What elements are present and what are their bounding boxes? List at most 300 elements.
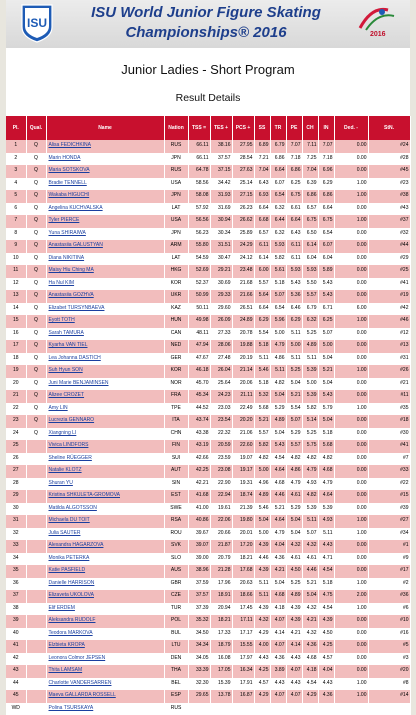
- table-cell: 4.29: [254, 690, 270, 703]
- table-row: [6, 340, 410, 353]
- skater-name-link[interactable]: Anastasiia GALUSTYAN: [46, 240, 164, 253]
- table-cell: 6.11: [286, 253, 302, 266]
- table-cell: 22.32: [210, 428, 232, 441]
- table-cell: 32.30: [188, 678, 210, 691]
- table-cell: 29.60: [210, 303, 232, 316]
- table-cell: 31.69: [210, 203, 232, 216]
- isu-logo-icon: [20, 3, 54, 43]
- skater-name-link[interactable]: Maisy Hiu Ching MA: [46, 265, 164, 278]
- table-cell: 0.00: [334, 253, 368, 266]
- table-cell: JPN: [164, 190, 188, 203]
- table-cell: 31: [6, 515, 26, 528]
- table-cell: 18.91: [210, 590, 232, 603]
- table-cell: EST: [164, 490, 188, 503]
- results-subtitle: Result Details: [6, 92, 410, 104]
- table-cell: 4.86: [270, 353, 286, 366]
- table-cell: 1.00: [334, 365, 368, 378]
- table-cell: 4.79: [270, 528, 286, 541]
- table-cell: 9: [6, 240, 26, 253]
- skater-icon: [352, 4, 400, 34]
- skater-name-link[interactable]: Angelina KUCHVALSKA: [46, 203, 164, 216]
- table-cell: 6.54: [270, 190, 286, 203]
- table-cell: 42: [6, 653, 26, 666]
- column-header: PE: [286, 116, 302, 140]
- table-cell: 48.11: [188, 328, 210, 341]
- table-cell: 1.00: [334, 528, 368, 541]
- skater-name-link[interactable]: Wakaba HIGUCHI: [46, 190, 164, 203]
- table-cell: [270, 703, 286, 715]
- table-cell: 6.57: [254, 228, 270, 241]
- skater-name-link[interactable]: Anastasiia GOZHVA: [46, 290, 164, 303]
- table-cell: 1.00: [334, 215, 368, 228]
- table-cell: 4.82: [270, 378, 286, 391]
- table-cell: 19: [6, 365, 26, 378]
- table-cell: 5.82: [254, 440, 270, 453]
- table-cell: 4.39: [254, 565, 270, 578]
- table-cell: 0.00: [334, 665, 368, 678]
- table-cell: 13: [6, 290, 26, 303]
- table-cell: 4.89: [254, 490, 270, 503]
- skater-name-link[interactable]: Alisa FEDICHKINA: [46, 140, 164, 153]
- table-cell: 16.34: [232, 665, 254, 678]
- table-cell: 4.79: [302, 465, 318, 478]
- table-cell: 20: [6, 378, 26, 391]
- skater-name-link[interactable]: Alizee CROZET: [46, 390, 164, 403]
- table-cell: 0.00: [334, 640, 368, 653]
- skater-name-link[interactable]: Katie PASFIELD: [46, 565, 164, 578]
- table-cell: [26, 653, 46, 666]
- column-header: SS: [254, 116, 270, 140]
- skater-name-link[interactable]: Charlotte VANDERSARREN: [46, 678, 164, 691]
- table-cell: 0.00: [334, 565, 368, 578]
- skater-name-link[interactable]: Natalie KLOTZ: [46, 465, 164, 478]
- table-cell: 14: [6, 303, 26, 316]
- table-cell: 5.04: [318, 353, 334, 366]
- table-cell: [302, 703, 318, 715]
- table-cell: 8: [6, 228, 26, 241]
- table-cell: 6.75: [318, 215, 334, 228]
- table-cell: #23: [368, 178, 410, 191]
- table-cell: Q: [26, 178, 46, 191]
- table-cell: 17.33: [210, 628, 232, 641]
- table-cell: TPE: [164, 403, 188, 416]
- table-cell: 5.25: [286, 578, 302, 591]
- table-cell: 6.29: [254, 315, 270, 328]
- table-cell: 43: [6, 665, 26, 678]
- table-cell: Q: [26, 190, 46, 203]
- table-cell: 31.51: [210, 240, 232, 253]
- table-cell: SIN: [164, 478, 188, 491]
- table-cell: SWE: [164, 503, 188, 516]
- table-cell: 6.64: [286, 215, 302, 228]
- skater-name-link[interactable]: Aleksandra RUDOLF: [46, 615, 164, 628]
- table-cell: #31: [368, 353, 410, 366]
- table-cell: 17.97: [232, 653, 254, 666]
- table-cell: 5.50: [302, 278, 318, 291]
- table-row: [6, 165, 410, 178]
- table-cell: 6.14: [302, 240, 318, 253]
- table-cell: 22.94: [210, 490, 232, 503]
- table-cell: 5: [6, 190, 26, 203]
- table-cell: 37.39: [188, 603, 210, 616]
- table-cell: 6.71: [318, 303, 334, 316]
- table-cell: 6.68: [254, 215, 270, 228]
- table-cell: 35.32: [188, 615, 210, 628]
- table-cell: 6.44: [270, 215, 286, 228]
- table-row: [6, 615, 410, 628]
- skater-name-link[interactable]: Vivica LINDFORS: [46, 440, 164, 453]
- table-cell: 20.06: [232, 378, 254, 391]
- table-cell: 66.11: [188, 140, 210, 153]
- table-cell: [334, 703, 368, 715]
- championship-title-line2: Championships® 2016: [76, 23, 336, 43]
- table-cell: 4.32: [254, 615, 270, 628]
- table-cell: 4.43: [286, 678, 302, 691]
- table-cell: 34.42: [210, 178, 232, 191]
- skater-name-link[interactable]: Amy LIN: [46, 403, 164, 416]
- table-cell: Q: [26, 378, 46, 391]
- table-cell: 6.11: [254, 240, 270, 253]
- table-cell: 4.39: [254, 540, 270, 553]
- skater-name-link[interactable]: Alexandra HAGARZOVA: [46, 540, 164, 553]
- table-cell: 28: [6, 478, 26, 491]
- table-cell: 5.61: [270, 265, 286, 278]
- table-cell: 30: [6, 503, 26, 516]
- table-cell: 4.39: [318, 615, 334, 628]
- table-cell: 19.80: [232, 515, 254, 528]
- table-cell: Q: [26, 365, 46, 378]
- skater-name-link[interactable]: Monika PETERKA: [46, 553, 164, 566]
- table-cell: 4.79: [318, 478, 334, 491]
- table-cell: 22.49: [232, 403, 254, 416]
- skater-name-link[interactable]: Elzbieta KROPA: [46, 640, 164, 653]
- table-cell: 6.46: [286, 303, 302, 316]
- table-cell: 21.66: [232, 290, 254, 303]
- table-cell: 22.90: [210, 478, 232, 491]
- table-cell: [26, 440, 46, 453]
- skater-name-link[interactable]: Matilda ALGOTSSON: [46, 503, 164, 516]
- table-row: [6, 390, 410, 403]
- table-cell: 4.64: [318, 490, 334, 503]
- skater-name-link[interactable]: Yuna SHIRAIWA: [46, 228, 164, 241]
- table-cell: 18.79: [210, 640, 232, 653]
- table-cell: 6.61: [286, 203, 302, 216]
- table-cell: 29.65: [188, 690, 210, 703]
- table-cell: 7: [6, 215, 26, 228]
- table-cell: 5.21: [318, 365, 334, 378]
- table-row: [6, 503, 410, 516]
- table-cell: 19.17: [232, 465, 254, 478]
- table-cell: 4.32: [302, 603, 318, 616]
- table-cell: 5.75: [302, 440, 318, 453]
- table-cell: 38.16: [210, 140, 232, 153]
- table-row: [6, 440, 410, 453]
- skater-name-link[interactable]: Xiangning LI: [46, 428, 164, 441]
- table-row: [6, 690, 410, 703]
- table-cell: 4.54: [302, 678, 318, 691]
- table-cell: 5.18: [270, 278, 286, 291]
- table-cell: 18: [6, 353, 26, 366]
- skater-name-link[interactable]: Polina TSURSKAYA: [46, 703, 164, 715]
- table-cell: 21.28: [210, 565, 232, 578]
- column-header: Name: [46, 116, 164, 140]
- table-row: [6, 403, 410, 416]
- table-cell: 7.11: [302, 140, 318, 153]
- table-row: [6, 303, 410, 316]
- table-cell: 0.00: [334, 615, 368, 628]
- table-cell: 43.74: [188, 415, 210, 428]
- table-row: [6, 153, 410, 166]
- table-cell: 4.89: [302, 340, 318, 353]
- skater-name-link[interactable]: Diana NIKITINA: [46, 253, 164, 266]
- skater-name-link[interactable]: Shuran YU: [46, 478, 164, 491]
- table-cell: 6.39: [302, 178, 318, 191]
- table-cell: #32: [368, 228, 410, 241]
- skater-name-link[interactable]: Michaela DU TOIT: [46, 515, 164, 528]
- page: [6, 0, 410, 640]
- table-cell: #8: [368, 678, 410, 691]
- table-cell: 17.91: [232, 678, 254, 691]
- table-cell: 6.29: [286, 315, 302, 328]
- table-cell: #14: [368, 690, 410, 703]
- table-cell: 5.11: [270, 365, 286, 378]
- table-cell: 37.59: [188, 578, 210, 591]
- table-cell: 0.00: [334, 628, 368, 641]
- table-cell: [188, 703, 210, 715]
- table-cell: 55.80: [188, 240, 210, 253]
- table-cell: 1.00: [334, 603, 368, 616]
- table-cell: RSA: [164, 515, 188, 528]
- table-cell: Q: [26, 428, 46, 441]
- table-cell: 4.07: [270, 690, 286, 703]
- table-cell: 0.00: [334, 465, 368, 478]
- results-table-header: [6, 116, 410, 140]
- table-cell: Q: [26, 403, 46, 416]
- table-cell: 4.39: [254, 603, 270, 616]
- table-cell: 5.25: [302, 328, 318, 341]
- table-cell: 21.87: [210, 540, 232, 553]
- table-row: [6, 678, 410, 691]
- table-cell: 4.14: [270, 628, 286, 641]
- table-cell: 46.18: [188, 365, 210, 378]
- table-cell: 5.89: [318, 265, 334, 278]
- table-cell: ITA: [164, 415, 188, 428]
- table-cell: 6.32: [270, 228, 286, 241]
- table-cell: SUI: [164, 453, 188, 466]
- skater-name-link[interactable]: Kyarha VAN TIEL: [46, 340, 164, 353]
- skater-name-link[interactable]: Danielle HARRISON: [46, 578, 164, 591]
- table-cell: 21.68: [232, 278, 254, 291]
- table-cell: 10: [6, 253, 26, 266]
- table-cell: 16.08: [210, 653, 232, 666]
- table-cell: 18.21: [210, 615, 232, 628]
- table-cell: #13: [368, 340, 410, 353]
- skater-name-link[interactable]: Sarah TAMURA: [46, 328, 164, 341]
- skater-name-link[interactable]: Kristina SHKULETA-GROMOVA: [46, 490, 164, 503]
- table-cell: 5.04: [270, 390, 286, 403]
- skater-name-link[interactable]: Julia SAUTER: [46, 528, 164, 541]
- table-cell: #26: [368, 365, 410, 378]
- table-cell: 27.63: [232, 165, 254, 178]
- table-cell: 17.45: [232, 603, 254, 616]
- table-row: [6, 365, 410, 378]
- table-cell: 5.43: [318, 290, 334, 303]
- table-cell: 0.00: [334, 203, 368, 216]
- skater-name-link[interactable]: Thita LAMSAM: [46, 665, 164, 678]
- table-cell: 24.89: [232, 315, 254, 328]
- table-cell: 0.00: [334, 240, 368, 253]
- table-cell: #9: [368, 553, 410, 566]
- table-cell: 6.75: [302, 215, 318, 228]
- table-cell: #20: [368, 665, 410, 678]
- table-cell: 6.32: [270, 203, 286, 216]
- header-banner: [6, 0, 410, 48]
- skater-name-link[interactable]: Juni Marie BENJAMINSEN: [46, 378, 164, 391]
- table-cell: HKG: [164, 265, 188, 278]
- table-cell: 6.00: [334, 303, 368, 316]
- table-cell: 64.78: [188, 165, 210, 178]
- table-row: [6, 265, 410, 278]
- table-cell: 4.50: [318, 628, 334, 641]
- table-cell: #27: [368, 515, 410, 528]
- skater-name-link[interactable]: Eyott TOTH: [46, 315, 164, 328]
- table-cell: 4.54: [318, 603, 334, 616]
- skater-name-link[interactable]: Suh Hyun SON: [46, 365, 164, 378]
- skater-name-link[interactable]: Tyler PIERCE: [46, 215, 164, 228]
- table-cell: 4.43: [286, 653, 302, 666]
- table-cell: 4.18: [270, 603, 286, 616]
- table-cell: 4.46: [302, 565, 318, 578]
- table-cell: 5.21: [270, 503, 286, 516]
- table-cell: 4.89: [270, 415, 286, 428]
- table-row: [6, 528, 410, 541]
- table-cell: 6.64: [270, 165, 286, 178]
- table-row: [6, 453, 410, 466]
- table-cell: 5.11: [254, 353, 270, 366]
- table-cell: 5.18: [318, 428, 334, 441]
- table-cell: 5.00: [254, 528, 270, 541]
- table-cell: TUR: [164, 603, 188, 616]
- table-cell: 0.00: [334, 228, 368, 241]
- skater-name-link[interactable]: Maeva GALLARDA ROSSELL: [46, 690, 164, 703]
- table-cell: 1.00: [334, 403, 368, 416]
- table-cell: 5.21: [254, 415, 270, 428]
- table-cell: 15.39: [210, 678, 232, 691]
- column-header: Qual.: [26, 116, 46, 140]
- table-cell: 5.79: [318, 403, 334, 416]
- table-cell: POL: [164, 615, 188, 628]
- table-cell: [26, 628, 46, 641]
- table-cell: 4.39: [286, 615, 302, 628]
- table-cell: 5.07: [318, 328, 334, 341]
- skater-name-link[interactable]: Bradie TENNELL: [46, 178, 164, 191]
- table-cell: 25.14: [232, 178, 254, 191]
- table-cell: 20.78: [232, 328, 254, 341]
- table-cell: ARM: [164, 240, 188, 253]
- table-cell: 1.00: [334, 515, 368, 528]
- table-row: [6, 465, 410, 478]
- column-header: IN: [318, 116, 334, 140]
- skater-name-link[interactable]: Marin HONDA: [46, 153, 164, 166]
- table-cell: [26, 515, 46, 528]
- table-cell: 18.66: [232, 590, 254, 603]
- table-cell: Q: [26, 303, 46, 316]
- table-row: [6, 415, 410, 428]
- skater-name-link[interactable]: Elizaveta UKOLOVA: [46, 590, 164, 603]
- table-cell: 15.55: [232, 640, 254, 653]
- skater-name-link[interactable]: Sheline RÜEGGER: [46, 453, 164, 466]
- table-cell: 5.68: [318, 440, 334, 453]
- table-cell: 6.04: [318, 253, 334, 266]
- table-cell: 17: [6, 340, 26, 353]
- table-cell: CHN: [164, 428, 188, 441]
- column-header: CH: [302, 116, 318, 140]
- table-cell: [318, 703, 334, 715]
- table-cell: 29.21: [210, 265, 232, 278]
- table-cell: 6.64: [254, 203, 270, 216]
- results-table: [6, 116, 411, 715]
- table-cell: 5.57: [254, 278, 270, 291]
- table-row: [6, 290, 410, 303]
- table-cell: #37: [368, 215, 410, 228]
- table-cell: 5.93: [302, 265, 318, 278]
- table-cell: 4.68: [302, 653, 318, 666]
- table-cell: 5.04: [270, 578, 286, 591]
- table-cell: 17.20: [232, 540, 254, 553]
- table-cell: [26, 478, 46, 491]
- table-cell: 6.14: [254, 253, 270, 266]
- table-cell: 5.29: [286, 428, 302, 441]
- column-header: PCS +: [232, 116, 254, 140]
- table-cell: 0.00: [334, 328, 368, 341]
- skater-name-link[interactable]: Lea Johanna DASTICH: [46, 353, 164, 366]
- table-cell: #10: [368, 615, 410, 628]
- table-cell: Q: [26, 353, 46, 366]
- skater-name-link[interactable]: Leonora Colmor JEPSEN: [46, 653, 164, 666]
- skater-name-link[interactable]: Elif ERDEM: [46, 603, 164, 616]
- table-cell: 5.39: [302, 503, 318, 516]
- table-cell: 0.00: [334, 453, 368, 466]
- table-cell: 4.57: [254, 678, 270, 691]
- table-cell: 39.67: [188, 528, 210, 541]
- table-cell: [26, 553, 46, 566]
- skater-name-link[interactable]: Teodora MARKOVA: [46, 628, 164, 641]
- table-cell: 5.57: [254, 428, 270, 441]
- table-cell: 5.18: [254, 340, 270, 353]
- skater-name-link[interactable]: Lucrezia GENNARO: [46, 415, 164, 428]
- table-cell: 18.74: [232, 490, 254, 503]
- table-cell: 43.19: [188, 440, 210, 453]
- skater-name-link[interactable]: Elizabet TURSYNBAEVA: [46, 303, 164, 316]
- table-cell: 5.11: [254, 578, 270, 591]
- table-cell: 15: [6, 315, 26, 328]
- table-cell: 0.00: [334, 540, 368, 553]
- table-row: [6, 540, 410, 553]
- table-cell: 4.00: [254, 640, 270, 653]
- table-cell: [26, 565, 46, 578]
- table-cell: RUS: [164, 140, 188, 153]
- table-cell: #6: [368, 603, 410, 616]
- table-cell: 20.59: [210, 440, 232, 453]
- table-row: [6, 140, 410, 153]
- skater-name-link[interactable]: Ha Nul KIM: [46, 278, 164, 291]
- table-cell: 4.86: [286, 465, 302, 478]
- table-cell: 42.25: [188, 465, 210, 478]
- skater-name-link[interactable]: Maria SOTSKOVA: [46, 165, 164, 178]
- table-cell: 4.07: [270, 615, 286, 628]
- table-cell: 37: [6, 590, 26, 603]
- table-cell: 44.52: [188, 403, 210, 416]
